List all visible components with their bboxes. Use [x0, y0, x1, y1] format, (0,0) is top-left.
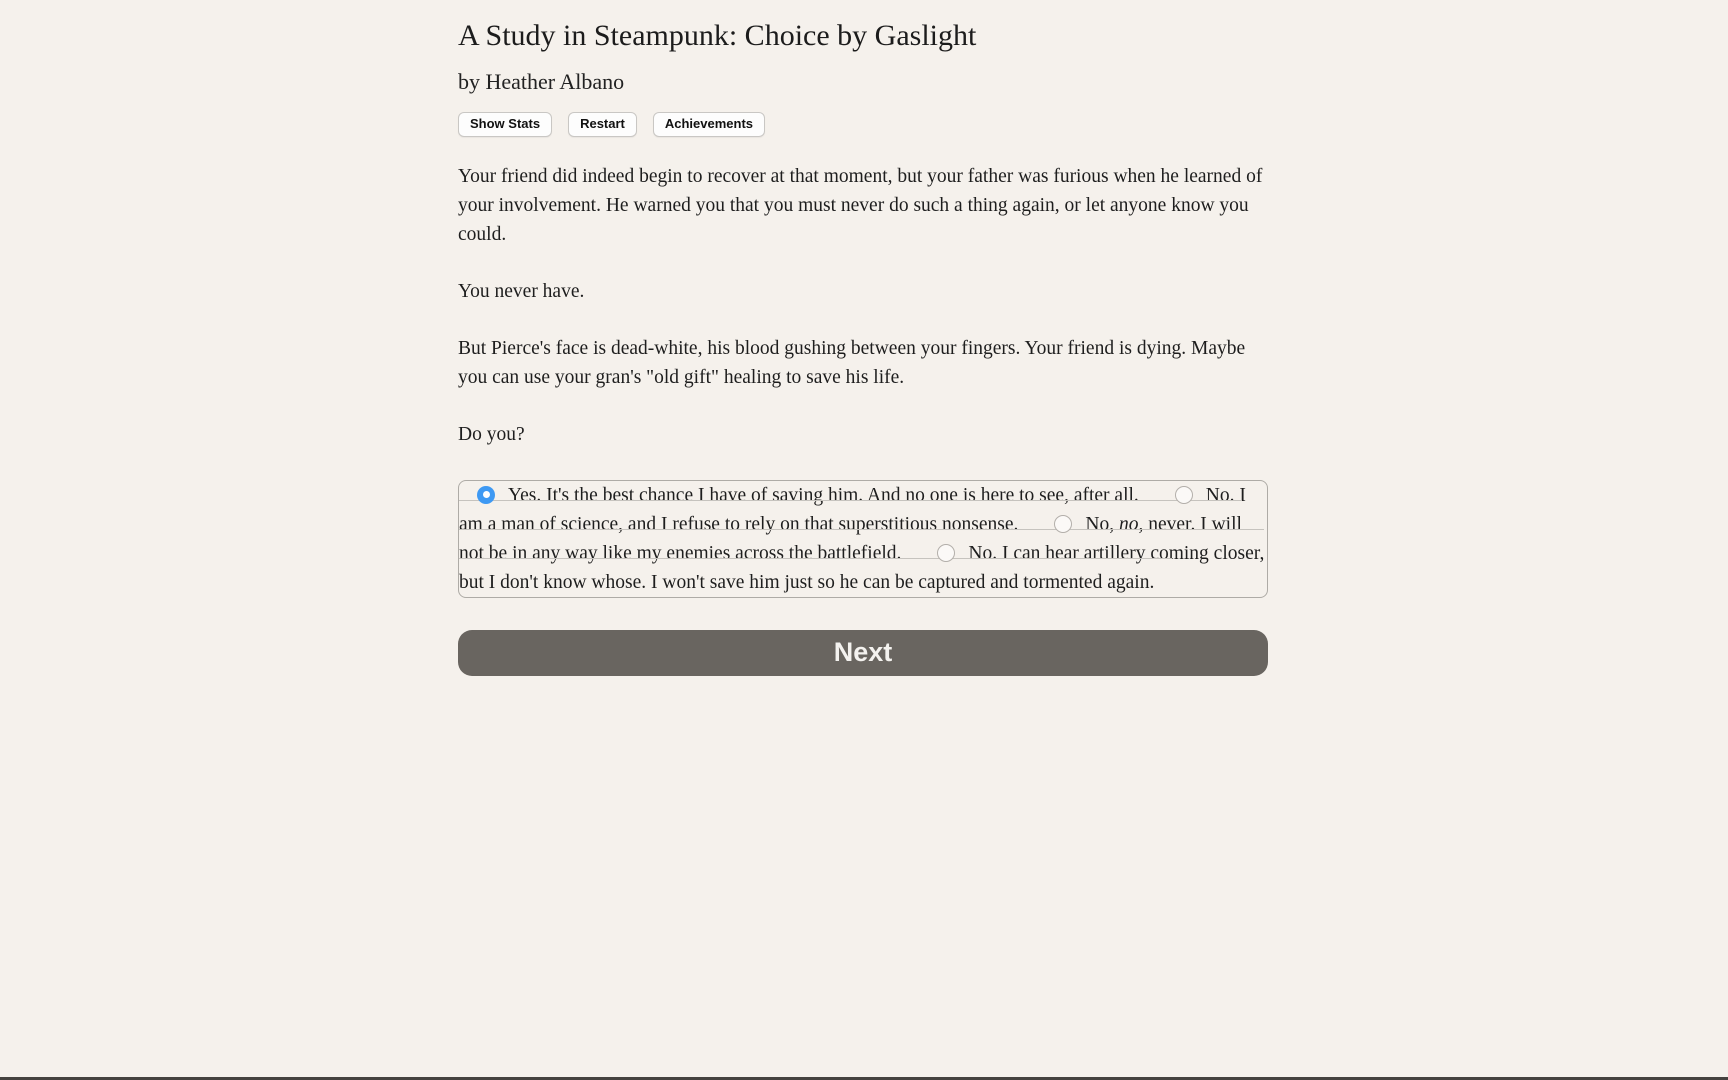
achievements-button[interactable]: Achievements — [653, 112, 765, 137]
radio-selected-icon[interactable] — [477, 486, 495, 504]
radio-unselected-icon[interactable] — [1054, 515, 1072, 533]
story-paragraph: You never have. — [458, 280, 585, 302]
radio-unselected-icon[interactable] — [937, 544, 955, 562]
toolbar — [458, 112, 1268, 137]
story-paragraph: Do you? — [458, 423, 525, 445]
choice-option-text: never. I will not be in any way like my enemies across the battlefield. — [459, 513, 1242, 564]
author-byline: by Heather Albano — [458, 68, 625, 94]
restart-button[interactable]: Restart — [568, 112, 637, 137]
choice-option-text: Yes. It's the best chance I have of saving him. And no one is here to see, after all. — [508, 484, 1139, 506]
story-text — [458, 162, 1268, 449]
choice-list — [458, 480, 1268, 598]
game-title: A Study in Steampunk: Choice by Gaslight — [458, 19, 977, 52]
radio-unselected-icon[interactable] — [1175, 486, 1193, 504]
story-paragraph: But Pierce's face is dead-white, his blood gushing between your fingers. Your friend is dying. Maybe you can use your gran's "old gift" healing to save his life. — [458, 337, 1246, 388]
choice-option-text: No. I can hear artillery coming closer, but I don't know whose. I won't save him just so he can be captured and tormented again. — [459, 542, 1265, 593]
story-paragraph: Your friend did indeed begin to recover at that moment, but your father was furious when he learned of your involvement. He warned you that you must never do such a thing again, or let anyone know you could. — [458, 165, 1263, 245]
choice-option-text: No. I am a man of science, and I refuse to rely on that superstitious nonsense. — [459, 484, 1246, 535]
next-button[interactable]: Next — [458, 630, 1268, 676]
show-stats-button[interactable]: Show Stats — [458, 112, 552, 137]
choice-option-text: no, — [1118, 513, 1144, 535]
choice-option-text: No, — [1085, 513, 1119, 535]
game-content-column — [458, 0, 1268, 676]
